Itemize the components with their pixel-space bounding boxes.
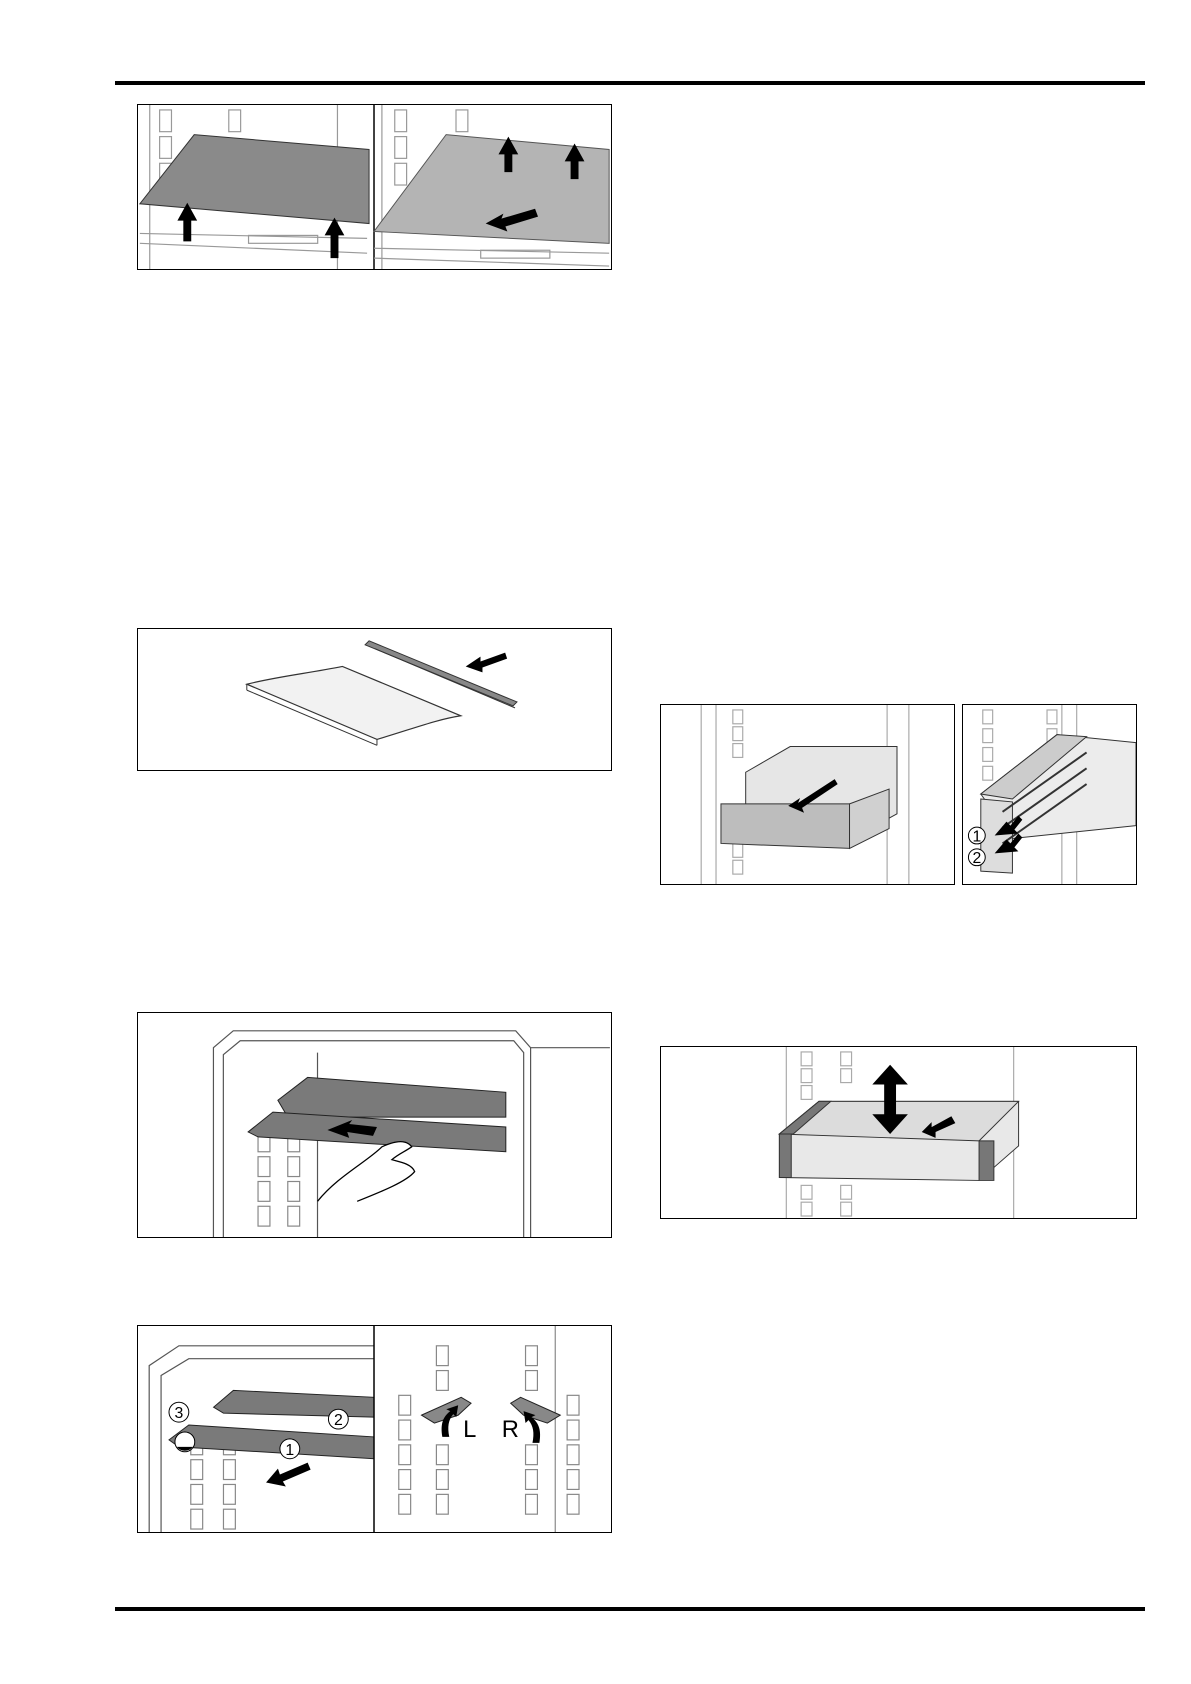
figure-drawer-slides-detail xyxy=(962,704,1137,885)
drawer-callout-2: 2 xyxy=(972,850,982,868)
header-rule xyxy=(115,81,1145,85)
figure-drawer-slides xyxy=(660,704,955,885)
box-adjust-illustration xyxy=(661,1047,1136,1218)
label-right: R xyxy=(501,1415,519,1443)
supports-callout-3: 3 xyxy=(174,1405,184,1423)
shelf-insert-illustration xyxy=(138,1013,611,1237)
drawer-callout-1: 1 xyxy=(972,828,982,846)
label-left: L xyxy=(463,1415,477,1443)
figure-box-adjust xyxy=(660,1046,1137,1219)
shelf-lift-illustration xyxy=(138,105,611,269)
shelf-supports-illustration xyxy=(138,1326,611,1532)
footer-rule xyxy=(115,1607,1145,1611)
figure-shelf-strip xyxy=(137,628,612,771)
slides-detail-illustration xyxy=(963,705,1136,884)
drawer-illustration xyxy=(661,705,954,884)
figure-shelf-supports xyxy=(137,1325,612,1533)
supports-callout-2: 2 xyxy=(333,1412,343,1430)
supports-callout-1: 1 xyxy=(285,1441,295,1459)
figure-shelf-lift xyxy=(137,104,612,270)
shelf-strip-illustration xyxy=(138,629,611,770)
figure-shelf-insert xyxy=(137,1012,612,1238)
